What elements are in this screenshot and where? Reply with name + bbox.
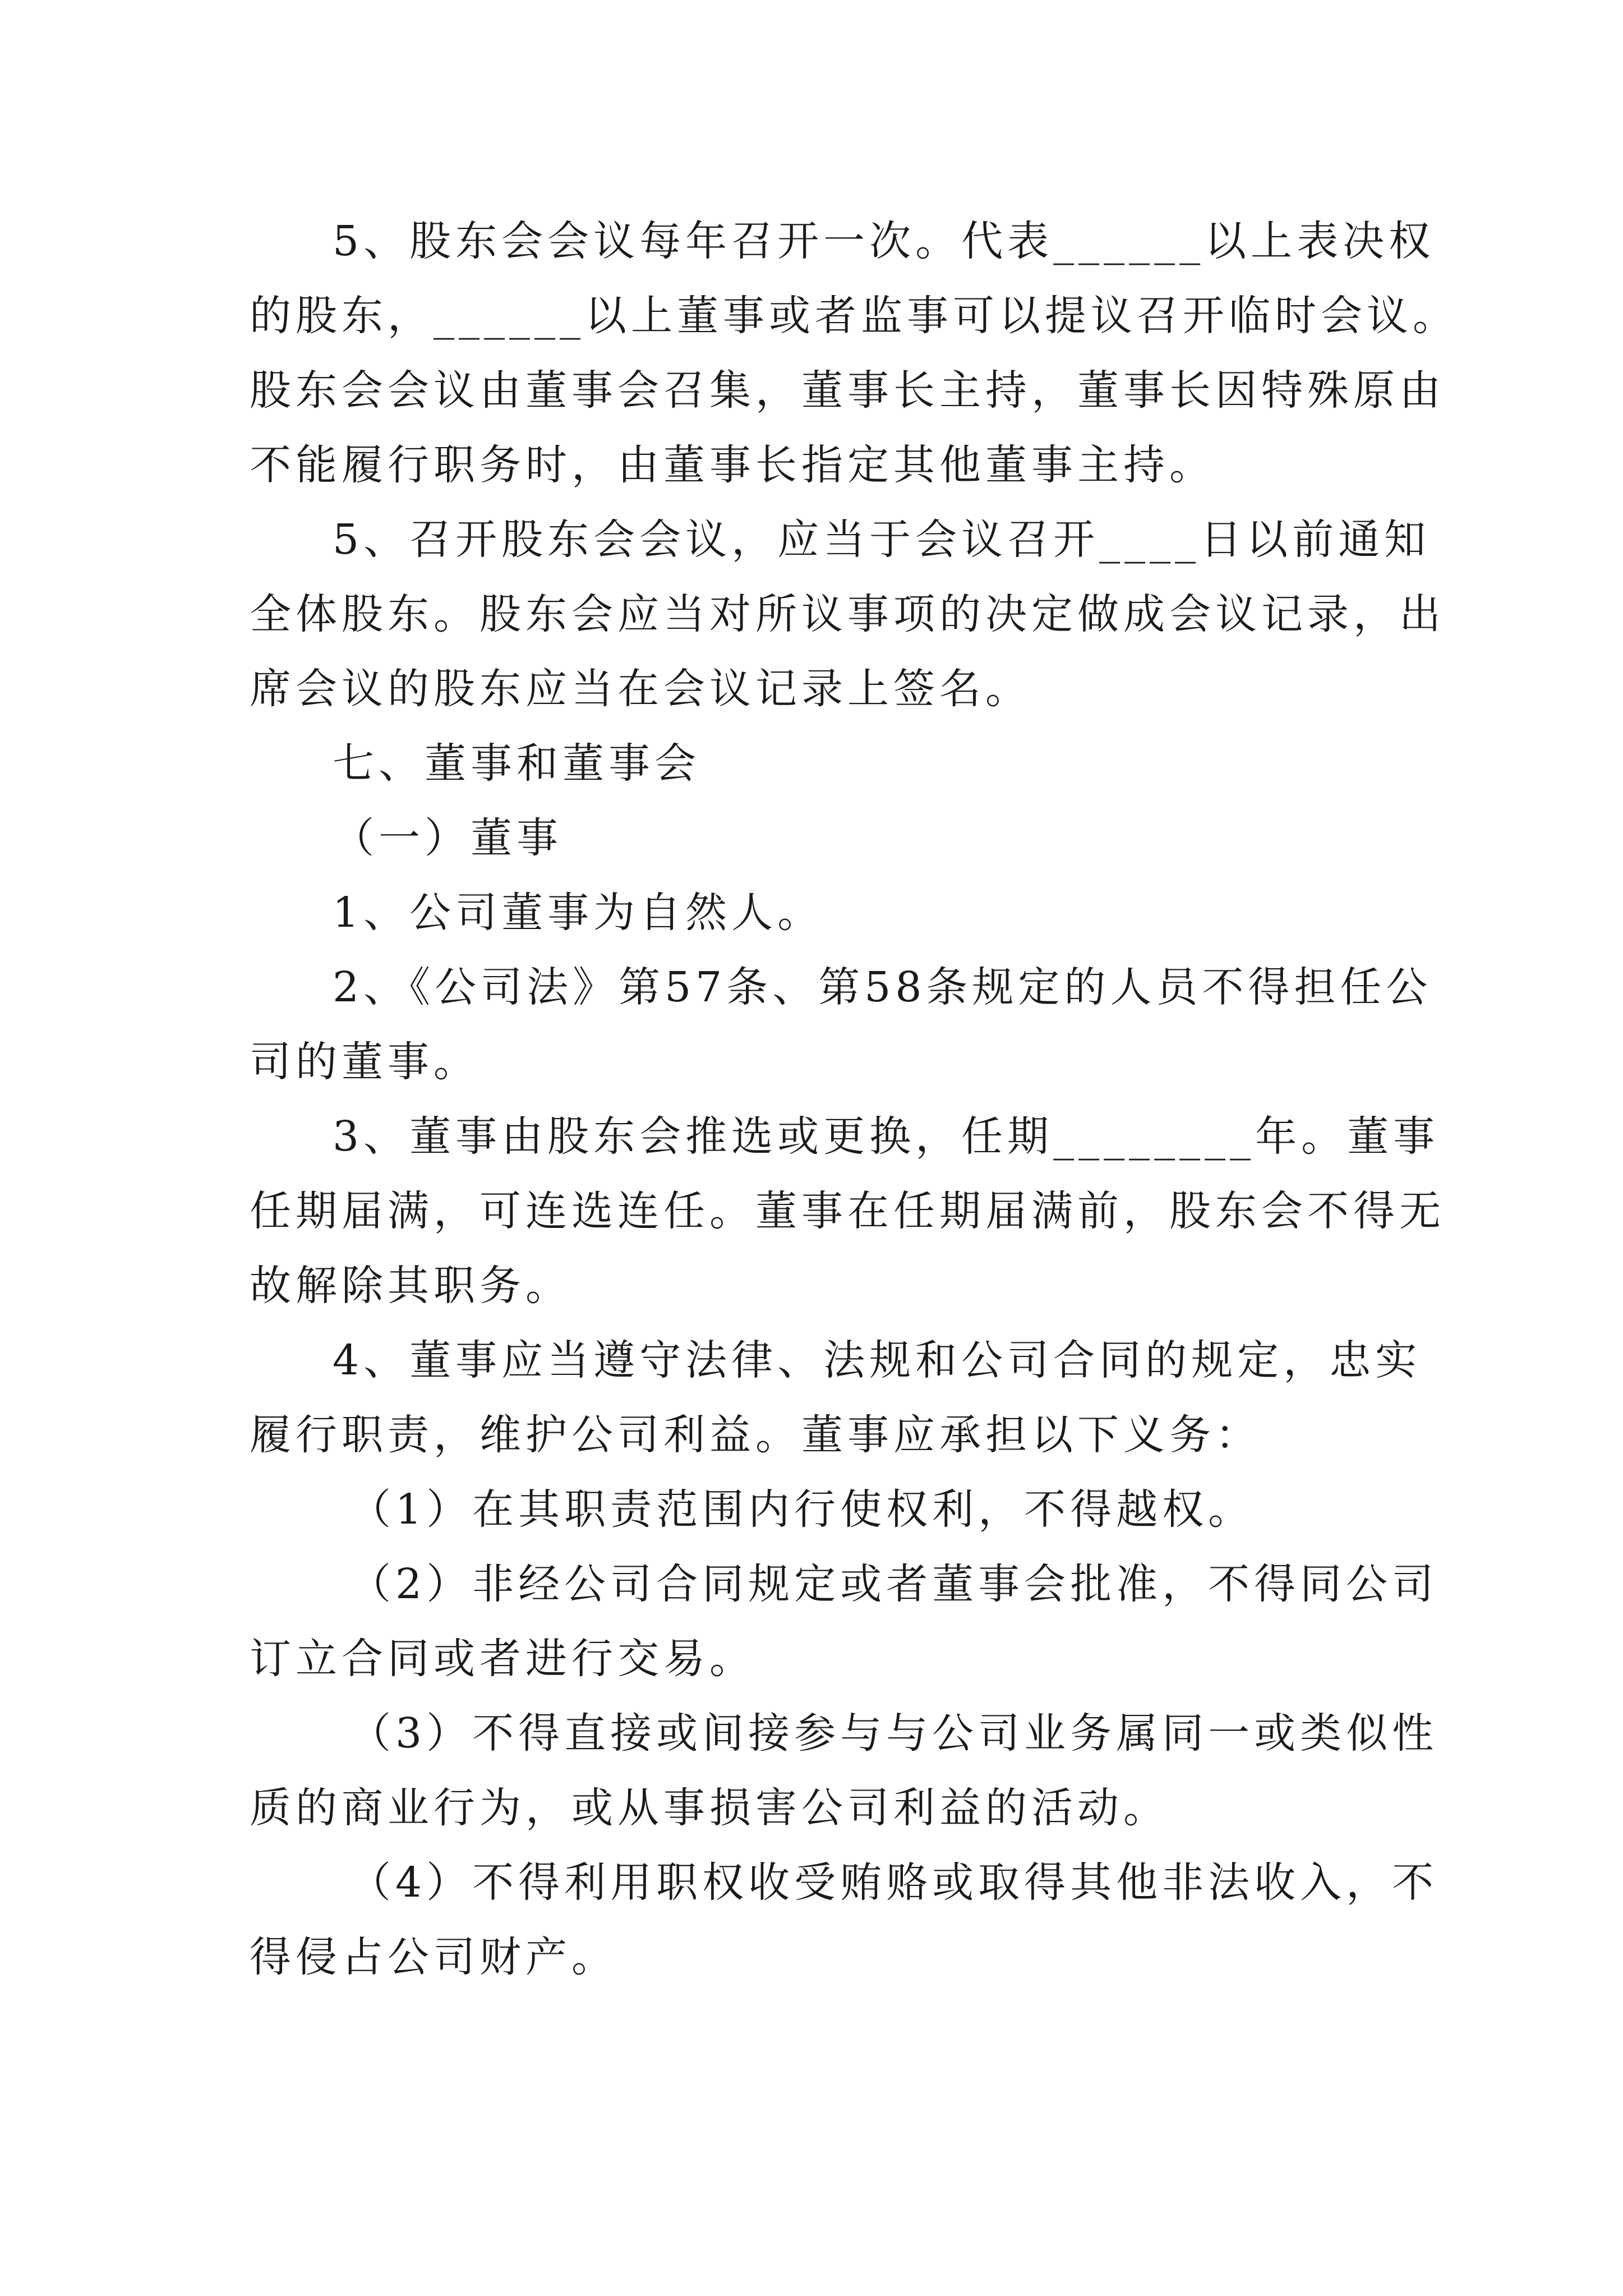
section-heading: 七、董事和董事会 (333, 739, 700, 788)
paragraph-line: 故解除其职务。 (250, 1262, 571, 1310)
paragraph-line: 不能履行职务时，由董事长指定其他董事主持。 (250, 441, 1215, 489)
paragraph-line: 5、召开股东会会议，应当于会议召开____日以前通知 (333, 516, 1431, 564)
paragraph-line: 股东会会议由董事会召集，董事长主持，董事长因特殊原由 (250, 366, 1445, 415)
paragraph-line: （3）不得直接或间接参与与公司业务属同一或类似性 (349, 1709, 1438, 1757)
paragraph-line: （4）不得利用职权收受贿赂或取得其他非法收入，不 (349, 1858, 1438, 1907)
paragraph-line: 1、公司董事为自然人。 (333, 889, 824, 937)
paragraph-line: 任期届满，可连选连任。董事在任期届满前，股东会不得无 (250, 1187, 1445, 1235)
paragraph-line: 订立合同或者进行交易。 (250, 1635, 755, 1683)
paragraph-line: （1）在其职责范围内行使权利，不得越权。 (349, 1485, 1255, 1534)
paragraph-line: 全体股东。股东会应当对所议事项的决定做成会议记录，出 (250, 590, 1445, 638)
paragraph-line: 席会议的股东应当在会议记录上签名。 (250, 665, 1031, 713)
paragraph-line: 4、董事应当遵守法律、法规和公司合同的规定，忠实 (333, 1336, 1422, 1384)
paragraph-line: 司的董事。 (250, 1038, 479, 1086)
paragraph-line: 3、董事由股东会推选或更换，任期________年。董事 (333, 1112, 1440, 1161)
paragraph-line: 2、《公司法》第57条、第58条规定的人员不得担任公 (333, 963, 1432, 1011)
subsection-heading: （一）董事 (333, 814, 562, 862)
paragraph-line: 履行职责，维护公司利益。董事应承担以下义务： (250, 1411, 1261, 1459)
paragraph-line: 的股东，______以上董事或者监事可以提议召开临时会议。 (250, 292, 1459, 340)
paragraph-line: 得侵占公司财产。 (250, 1933, 617, 1981)
paragraph-line: 5、股东会会议每年召开一次。代表______以上表决权 (333, 217, 1435, 265)
paragraph-line: 质的商业行为，或从事损害公司利益的活动。 (250, 1784, 1169, 1832)
paragraph-line: （2）非经公司合同规定或者董事会批准，不得同公司 (349, 1560, 1438, 1608)
